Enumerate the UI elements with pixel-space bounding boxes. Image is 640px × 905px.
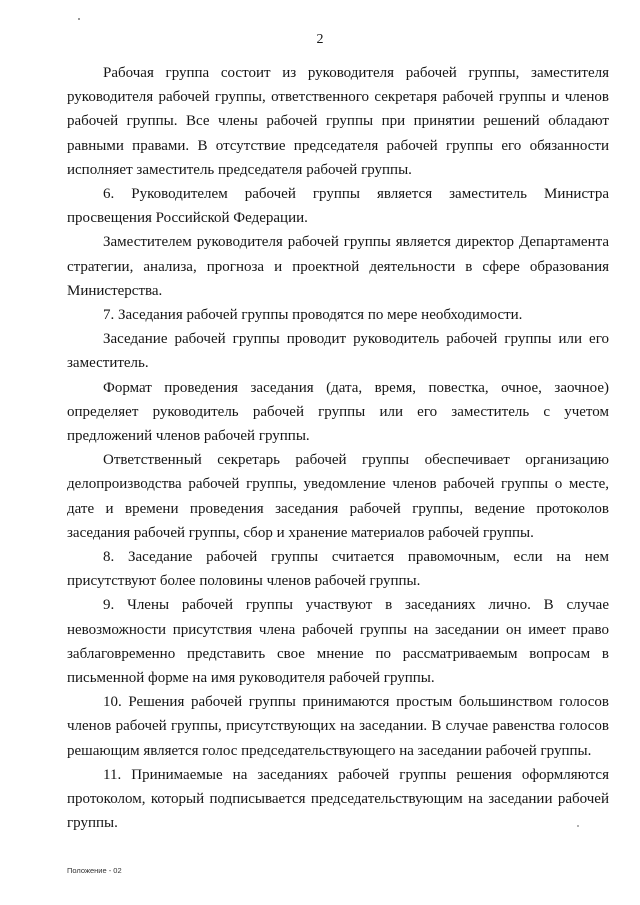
paragraph-6-deputy: Заместителем руководителя рабочей группы является директор Департамента стратегии, анализа, прогноза и проектной деятельности в сфере образования Министерства. <box>67 234 609 299</box>
paragraph-9-members: 9. Члены рабочей группы участвуют в заседаниях лично. В случае невозможности присутствия члена рабочей группы на заседании он имеет право заблаговременно представить свое мнение по рассматриваемым вопросам в письменной форме на имя руководителя рабочей группы. <box>67 597 609 687</box>
paragraph-8-quorum: 8. Заседание рабочей группы считается правомочным, если на нем присутствуют более половины членов рабочей группы. <box>67 549 609 590</box>
paragraph-7-meetings: 7. Заседания рабочей группы проводятся по мере необходимости. <box>103 307 523 324</box>
footer-label: Положение - 02 <box>67 866 122 875</box>
scan-speck <box>78 18 80 20</box>
paragraph-7-chair: Заседание рабочей группы проводит руководитель рабочей группы или его заместитель. <box>67 331 609 372</box>
paragraph-composition: Рабочая группа состоит из руководителя рабочей группы, заместителя руководителя рабочей группы, ответственного секретаря рабочей группы и членов рабочей группы. Все члены рабочей группы при принятии решений обладают равными правами. В отсутствие председателя рабочей группы его обязанности исполняет заместитель председателя рабочей группы. <box>67 65 609 178</box>
paragraph-10-decisions: 10. Решения рабочей группы принимаются простым большинством голосов членов рабочей группы, присутствующих на заседании. В случае равенства голосов решающим является голос председательствующего на заседании рабочей группы. <box>67 694 609 759</box>
paragraph-11-protocol: 11. Принимаемые на заседаниях рабочей группы решения оформляются протоколом, который подписывается председательствующим на заседании рабочей группы. <box>67 766 609 832</box>
page-number: 2 <box>316 32 324 47</box>
paragraph-6-head: 6. Руководителем рабочей группы является заместитель Министра просвещения Российской Федерации. <box>67 186 609 227</box>
document-body <box>67 61 609 836</box>
paragraph-7-secretary: Ответственный секретарь рабочей группы обеспечивает организацию делопроизводства рабочей группы, уведомление членов рабочей группы о месте, дате и времени проведения заседания рабочей группы, ведение протоколов заседания рабочей группы, сбор и хранение материалов рабочей группы. <box>67 452 609 541</box>
paragraph-7-format: Формат проведения заседания (дата, время, повестка, очное, заочное) определяет руководитель рабочей группы или его заместитель с учетом предложений членов рабочей группы. <box>67 379 609 445</box>
